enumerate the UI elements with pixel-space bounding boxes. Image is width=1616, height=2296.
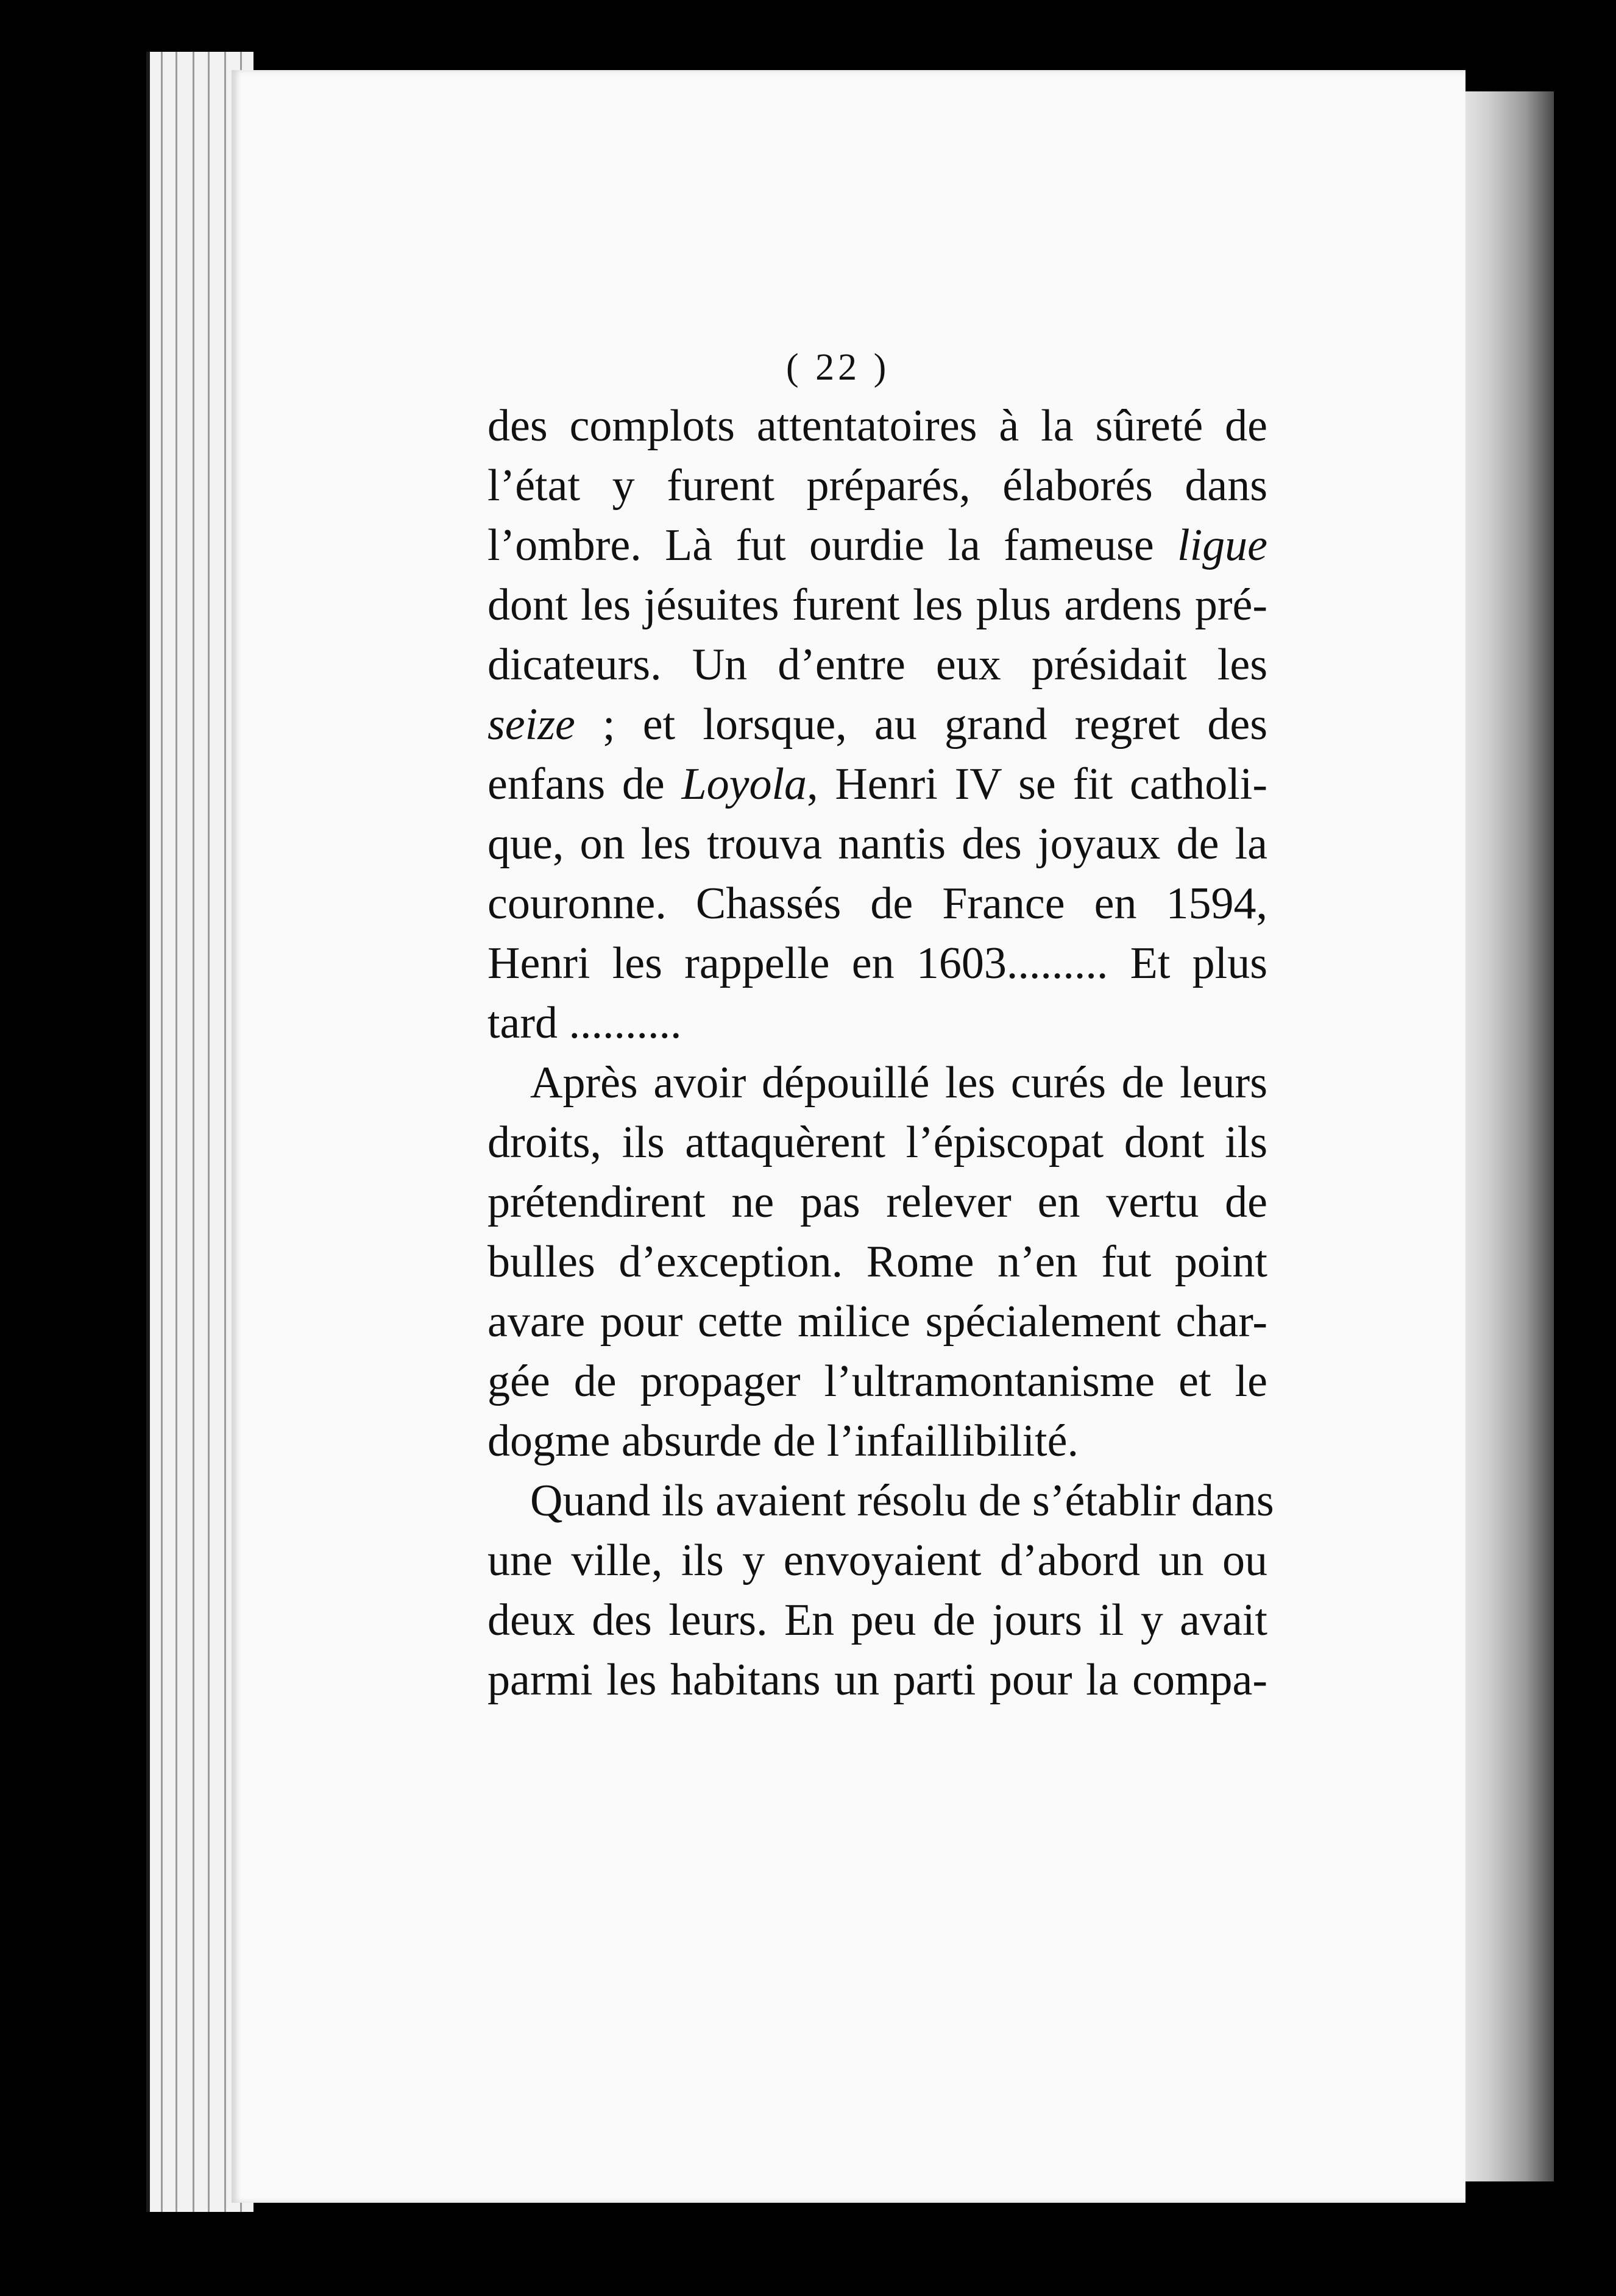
text-line: dicateurs. Un d’entre eux présidait les xyxy=(487,640,1267,690)
page-edge-line xyxy=(224,52,226,2212)
text-line: deux des leurs. En peu de jours il y avait xyxy=(487,1595,1267,1645)
page-number: ( 22 ) xyxy=(786,347,890,388)
text-line: droits, ils attaquèrent l’épiscopat dont ils xyxy=(487,1118,1267,1167)
text-line: Quand ils avaient résolu de s’établir dans xyxy=(530,1476,1274,1526)
text-line: Après avoir dépouillé les curés de leurs xyxy=(530,1058,1267,1108)
text-line: Henri les rappelle en 1603......... Et plus xyxy=(487,938,1267,988)
text-line: avare pour cette milice spécialement char- xyxy=(487,1297,1267,1347)
text-line: dogme absurde de l’infaillibilité. xyxy=(487,1416,1079,1466)
text-line: gée de propager l’ultramontanisme et le xyxy=(487,1356,1267,1406)
text-line: seize ; et lorsque, au grand regret des xyxy=(487,700,1267,749)
page-edge-line xyxy=(175,52,177,2212)
text-line: l’ombre. Là fut ourdie la fameuse ligue xyxy=(487,520,1267,570)
page-edge-line xyxy=(161,52,163,2212)
body-text xyxy=(487,396,1274,1710)
text-line: prétendirent ne pas relever en vertu de xyxy=(487,1177,1267,1227)
page-edge-line xyxy=(193,52,194,2212)
text-line: parmi les habitans un parti pour la compa- xyxy=(487,1655,1267,1705)
text-line: bulles d’exception. Rome n’en fut point xyxy=(487,1237,1267,1287)
text-line: que, on les trouva nantis des joyaux de la xyxy=(487,819,1267,869)
text-line: dont les jésuites furent les plus ardens pré- xyxy=(487,580,1267,630)
page-right-shadow xyxy=(1459,91,1554,2181)
text-line: une ville, ils y envoyaient d’abord un ou xyxy=(487,1536,1267,1586)
text-line: l’état y furent préparés, élaborés dans xyxy=(487,461,1267,511)
text-line: couronne. Chassés de France en 1594, xyxy=(487,879,1267,929)
text-line: enfans de Loyola, Henri IV se fit catholi- xyxy=(487,759,1267,809)
page-edge-line xyxy=(208,52,210,2212)
text-line: des complots attentatoires à la sûreté de xyxy=(487,401,1267,451)
text-line: tard .......... xyxy=(487,998,682,1048)
